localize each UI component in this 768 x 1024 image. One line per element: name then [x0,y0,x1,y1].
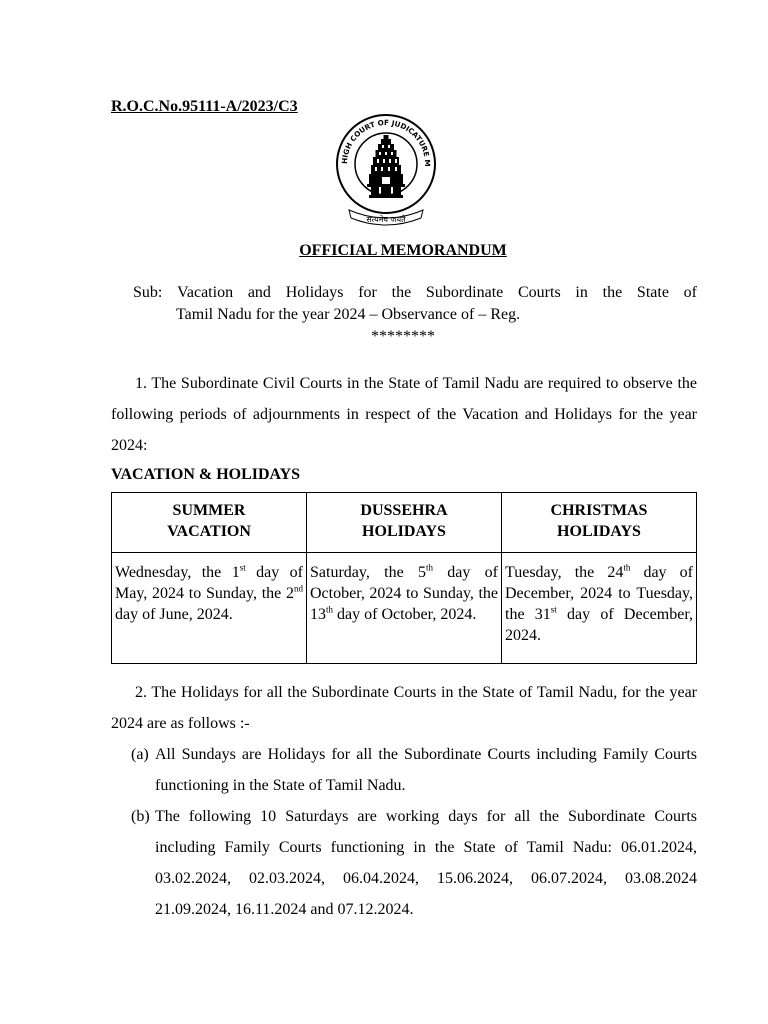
list-item-marker: (a) [131,746,149,763]
subject-prefix: Sub: [133,284,163,301]
list-item-marker: (b) [131,808,150,825]
christmas-holidays-cell: Tuesday, the 24th day of December, 2024 to Tuesday, the 31st day of December, 2024. [502,553,697,664]
subject-word: Subordinate [425,284,504,301]
summer-vacation-cell: Wednesday, the 1st day of May, 2024 to Sunday, the 2nd day of June, 2024. [112,553,307,664]
subject-word: State [636,284,669,301]
memo-title: OFFICIAL MEMORANDUM [299,242,507,259]
vacation-holidays-heading: VACATION & HOLIDAYS [111,466,301,483]
column-header-christmas: CHRISTMAS HOLIDAYS [502,493,697,553]
subject-word: for [358,284,377,301]
column-header-dussehra: DUSSEHRA HOLIDAYS [307,493,502,553]
court-seal [333,114,439,232]
subject-word: and [247,284,271,301]
table-row [112,553,697,664]
subject-word: the [391,284,412,301]
vacation-table [111,492,697,664]
paragraph-2: 2. The Holidays for all the Subordinate Courts in the State of Tamil Nadu, for the year 2024 are as follows :- [111,684,697,732]
subject-word: Holidays [285,284,344,301]
column-header-summer: SUMMER VACATION [112,493,307,553]
list-item-text: All Sundays are Holidays for all the Subordinate Courts including Family Courts functioning in the State of Tamil Nadu. [155,746,697,794]
subject-word: Vacation [177,284,234,301]
list-item [131,739,697,801]
seal-ring-text: HIGH COURT OF JUDICATURE M [339,117,433,167]
separator: ******** [371,328,435,345]
subject-word: of [683,284,697,301]
list-item-text: The following 10 Saturdays are working days for all the Subordinate Courts including Family Courts functioning in the State of Tamil Nadu: 06.01.2024, 03.02.2024, 02.03.2024, 06.04.2024, 15.06.2024, 06.07.2024, 03.08.2024 21.09.2024, 16.11.2024 and 07.12.2024. [155,808,697,918]
list-item [131,801,697,925]
subject [133,283,697,324]
subject-word: in [575,284,588,301]
high-court-seal-icon [333,114,439,232]
seal-motto: सत्यमेव जयते [366,215,406,224]
dussehra-holidays-cell: Saturday, the 5th day of October, 2024 to Sunday, the 13th day of October, 2024. [307,553,502,664]
subject-line-2: Tamil Nadu for the year 2024 – Observance of – Reg. [176,306,521,324]
table-header-row [112,493,697,553]
subject-word: Courts [518,284,561,301]
paragraph-1: 1. The Subordinate Civil Courts in the State of Tamil Nadu are required to observe the following periods of adjournments in respect of the Vacation and Holidays for the year 2024: [111,375,697,454]
subject-line-1 [133,283,697,302]
reference-number: R.O.C.No.95111-A/2023/C3 [111,98,298,115]
subject-word: the [602,284,623,301]
